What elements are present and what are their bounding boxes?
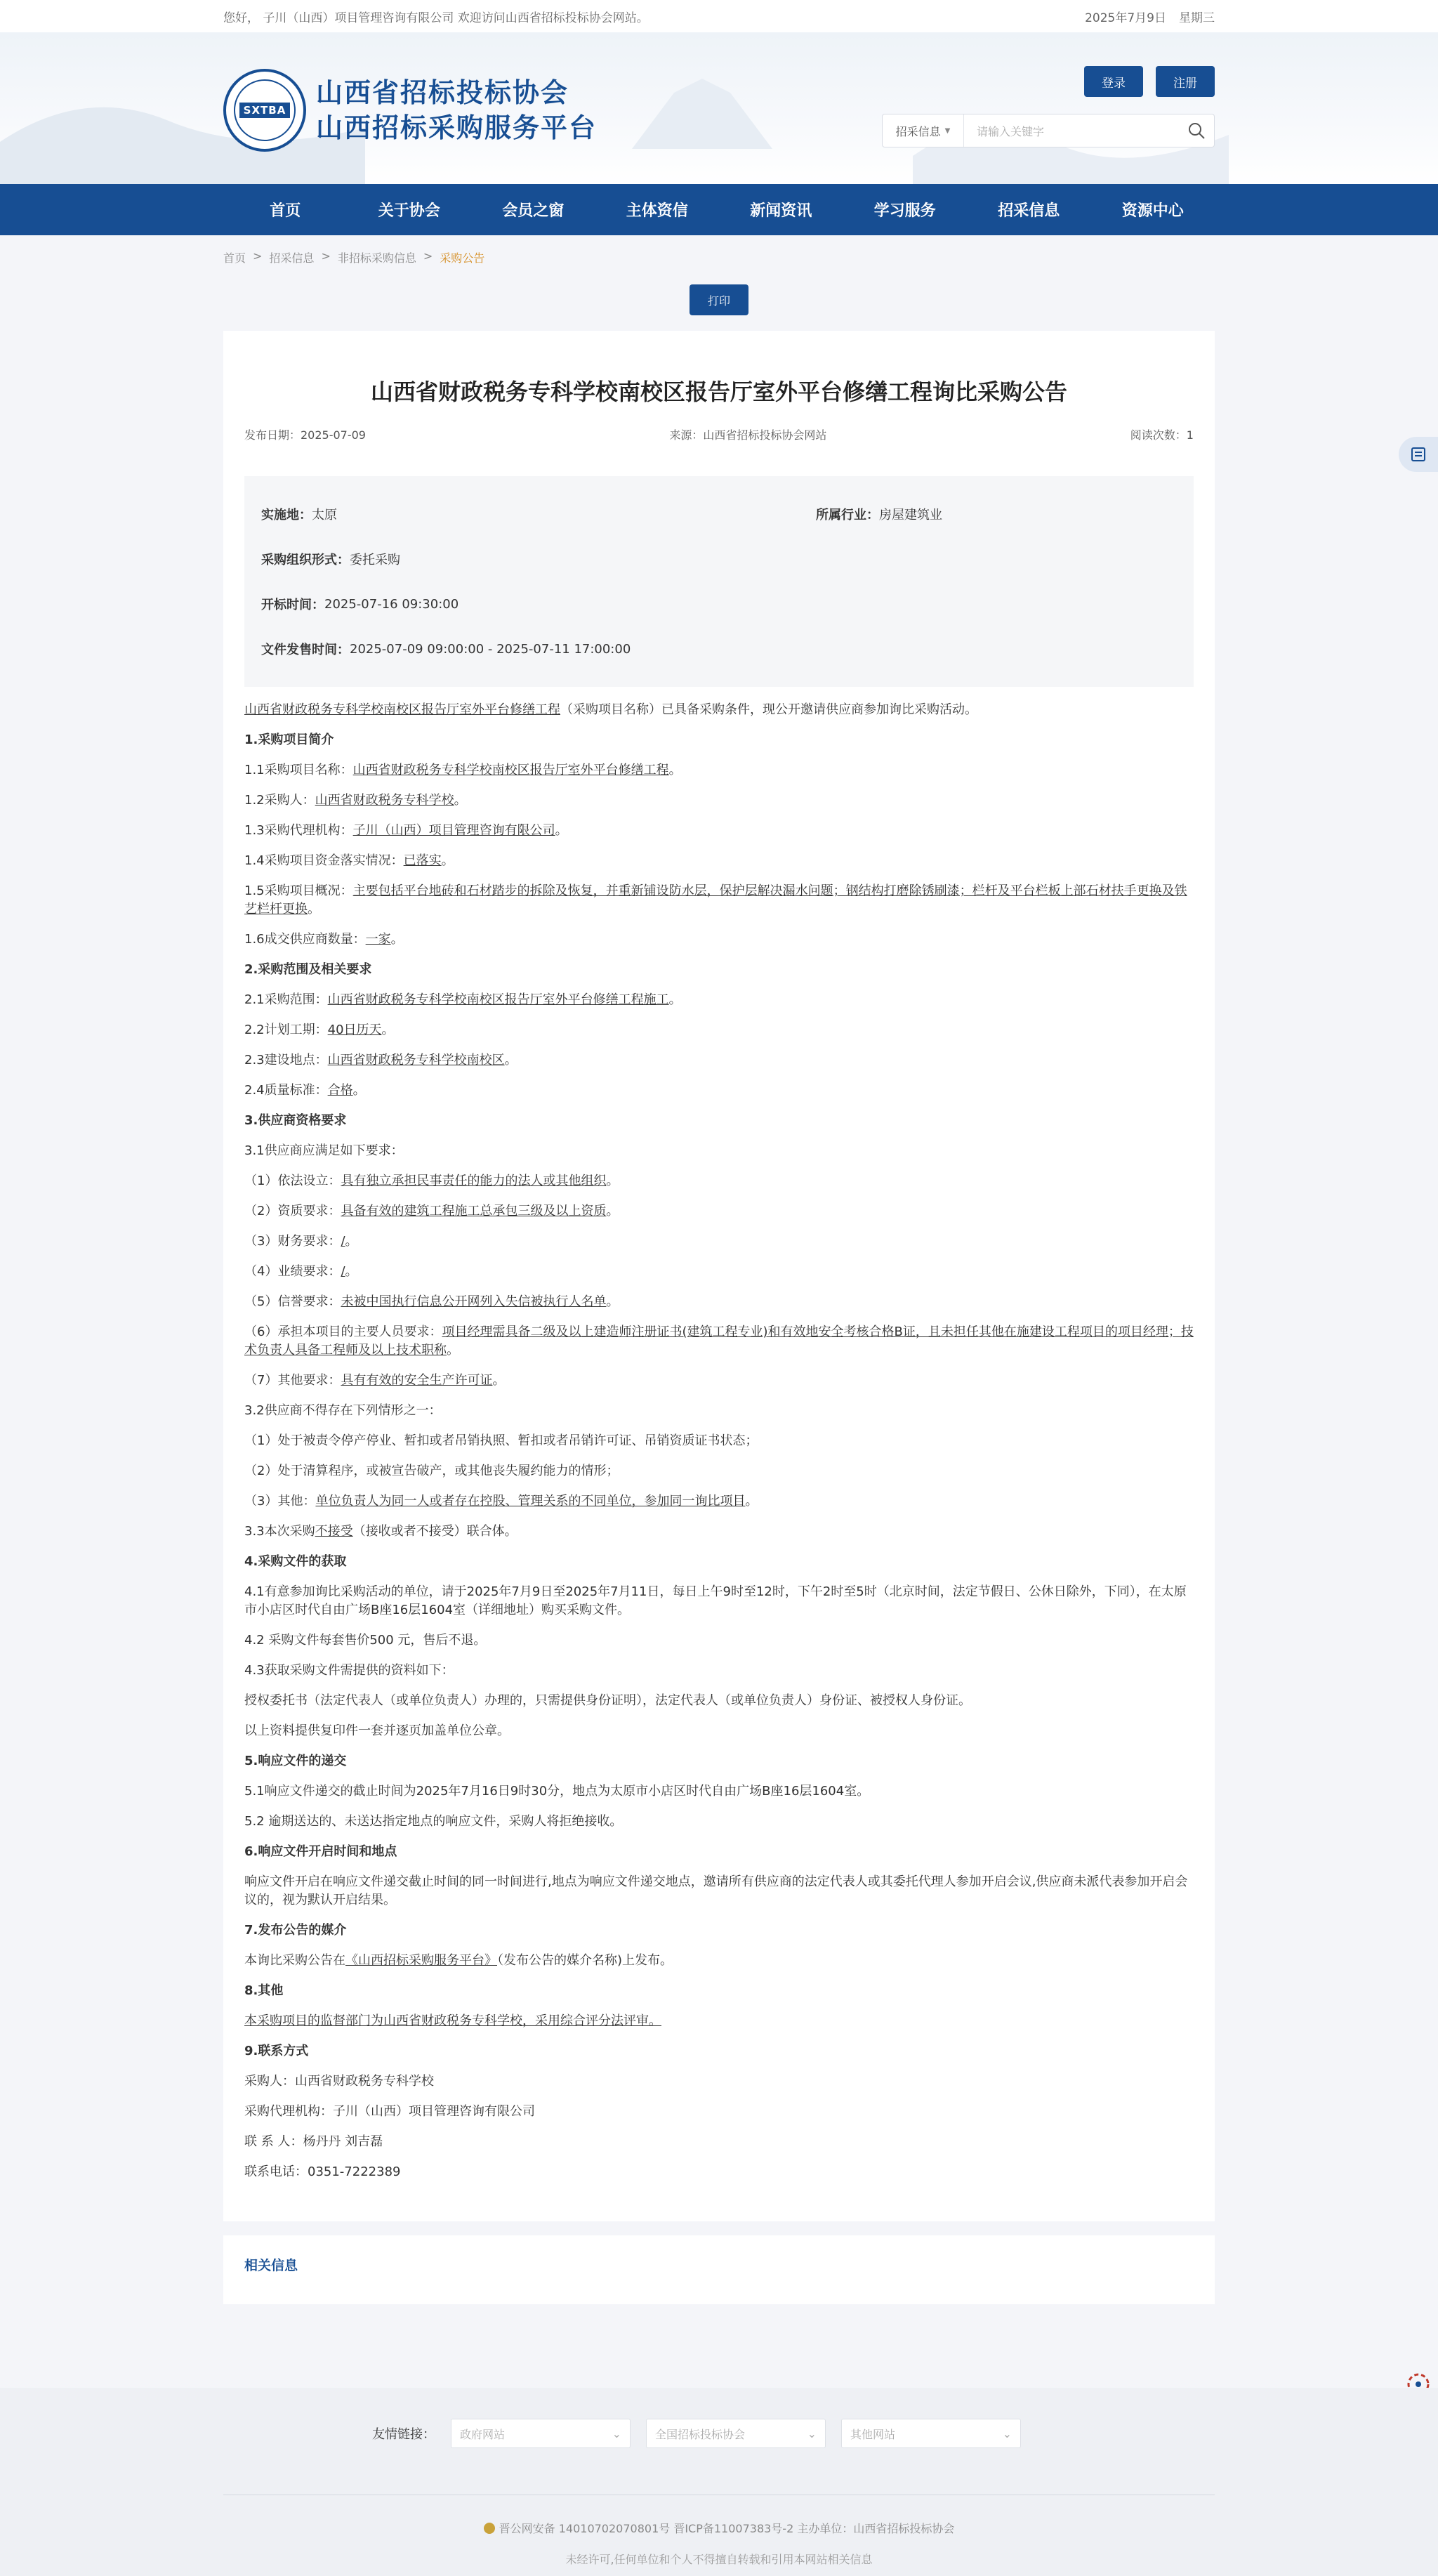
text: 2.3建设地点：: [244, 1053, 328, 1067]
paragraph: 4.3获取采购文件需提供的资料如下：: [244, 1663, 454, 1678]
text: 一家: [365, 932, 391, 947]
friend-links-label: 友情链接：: [372, 2427, 435, 2442]
project-name-link: 山西省财政税务专科学校南校区报告厅室外平台修缮工程: [244, 702, 560, 717]
org-form-value: 委托采购: [350, 553, 400, 567]
text: 子川（山西）项目管理咨询有限公司: [352, 823, 555, 838]
article-source: 来源：山西省招标投标协会网站: [669, 428, 827, 442]
search-input[interactable]: 请输入关键字: [977, 124, 1045, 138]
paragraph: （1）处于被责令停产停业、暂扣或者吊销执照、暂扣或者吊销许可证、吊销资质证书状态；: [244, 1433, 758, 1448]
text: 1.4采购项目资金落实情况：: [244, 853, 404, 868]
text: 1.3采购代理机构：: [244, 823, 353, 838]
text: 2.4质量标准：: [244, 1083, 328, 1098]
paragraph: [244, 1952, 1194, 1970]
current-weekday: 星期三: [1179, 11, 1215, 25]
logo-seal-icon: [223, 69, 306, 152]
section-heading: 8.其他: [244, 1983, 284, 1998]
paragraph: （6）承担本项目的主要人员要求：项目经理需具备二级及以上建造师注册证书(建筑工程专业)和有效地安全考核合格B证，且未担任其他在施建设工程项目的项目经理；技术负责人具备工程师及以上技术职称。: [244, 1325, 1194, 1358]
text: /: [341, 1264, 345, 1279]
text: /: [341, 1234, 345, 1249]
section-heading: 7.发布公告的媒介: [244, 1923, 347, 1938]
paragraph: 4.2 采购文件每套售价500 元，售后不退。: [244, 1633, 487, 1648]
text: 2.1采购范围：: [244, 992, 328, 1007]
section-heading: 6.响应文件开启时间和地点: [244, 1844, 397, 1859]
nav-procurement[interactable]: 招采信息: [998, 202, 1060, 220]
industry-value: 房屋建筑业: [879, 508, 942, 523]
paragraph: （5）信誉要求：未被中国执行信息公开网列入失信被执行人名单。: [244, 1294, 619, 1309]
paragraph: 2.1采购范围：山西省财政税务专科学校南校区报告厅室外平台修缮工程施工。: [244, 992, 682, 1007]
search-category-select[interactable]: [883, 114, 964, 147]
text: （发布公告的媒介名称)上发布。: [497, 1953, 673, 1968]
text: 《山西招标采购服务平台》: [345, 1953, 497, 1968]
friend-links: [372, 2419, 1021, 2448]
text: 未被中国执行信息公开网列入失信被执行人名单: [341, 1294, 607, 1309]
text: 具有有效的安全生产许可证: [341, 1373, 493, 1388]
paragraph: [244, 701, 1194, 719]
text: 合格: [327, 1083, 353, 1098]
publish-date: 发布日期：2025-07-09: [244, 428, 366, 442]
text: 已落实: [403, 853, 442, 868]
nav-news[interactable]: 新闻资讯: [750, 202, 812, 220]
paragraph: 1.3采购代理机构：子川（山西）项目管理咨询有限公司。: [244, 823, 568, 838]
text: （3）财务要求：: [244, 1234, 341, 1249]
login-button[interactable]: 登录: [1084, 66, 1143, 97]
nav-credit[interactable]: 主体资信: [626, 202, 688, 220]
links-select-gov[interactable]: [451, 2419, 631, 2448]
links-select-other[interactable]: [841, 2419, 1021, 2448]
section-heading: 1.采购项目简介: [244, 732, 334, 747]
paragraph: （1）依法设立：具有独立承担民事责任的能力的法人或其他组织。: [244, 1174, 619, 1188]
text: 1.2采购人：: [244, 793, 315, 808]
industry-label: 所属行业：: [816, 508, 879, 523]
paragraph: 4.1有意参加询比采购活动的单位，请于2025年7月9日至2025年7月11日，每日上午9时至12时，下午2时至5时（北京时间，法定节假日、公休日除外，下同），在太原市小店区时代自由广场B座16层1604室（详细地址）购买采购文件。: [244, 1584, 1187, 1617]
text: （5）信誉要求：: [244, 1294, 341, 1309]
paragraph: （2）处于清算程序，或被宣告破产，或其他丧失履约能力的情形；: [244, 1464, 619, 1478]
nav-learning[interactable]: 学习服务: [873, 202, 936, 220]
print-button[interactable]: 打印: [690, 284, 748, 315]
paragraph: 1.5采购项目概况：主要包括平台地砖和石材踏步的拆除及恢复，并重新铺设防水层，保护层解决漏水问题；钢结构打磨除锈刷漆；栏杆及平台栏板上部石材扶手更换及铁艺栏杆更换。: [244, 883, 1187, 916]
text: 山西省财政税务专科学校南校区: [327, 1053, 505, 1067]
nav-members[interactable]: 会员之窗: [502, 202, 565, 220]
text: 不接受: [315, 1524, 353, 1539]
open-time-value: 2025-07-16 09:30:00: [324, 596, 459, 612]
paragraph: 1.2采购人：山西省财政税务专科学校。: [244, 793, 467, 808]
open-time-label: 开标时间：: [261, 598, 324, 612]
location-label: 实施地：: [261, 508, 312, 523]
paragraph: 1.6成交供应商数量：一家。: [244, 932, 404, 947]
breadcrumb-home[interactable]: 首页: [223, 251, 246, 265]
text: 单位负责人为同一人或者存在控股、管理关系的不同单位，参加同一询比项目: [315, 1494, 746, 1509]
contact-person: 联 系 人：杨丹丹 刘吉磊: [244, 2134, 383, 2149]
select-text: 政府网站: [460, 2427, 506, 2441]
breadcrumb-procurement[interactable]: 招采信息: [269, 251, 315, 265]
paragraph: （4）业绩要求：/。: [244, 1264, 358, 1279]
nav-about[interactable]: 关于协会: [378, 202, 440, 220]
copyright-text: 晋公网安备 14010702070801号 晋ICP备11007383号-2 主办单位：山西省招标投标协会: [499, 2522, 955, 2535]
text: 3.3本次采购: [244, 1524, 315, 1539]
search-icon[interactable]: [1179, 114, 1214, 147]
section-heading: 2.采购范围及相关要求: [244, 962, 372, 977]
chevron-down-icon: ⌄: [1002, 2426, 1012, 2440]
text: 本询比采购公告在: [244, 1953, 345, 1968]
text: （2）资质要求：: [244, 1204, 341, 1218]
paragraph: 本采购项目的监督部门为山西省财政税务专科学校，采用综合评分法评审。: [244, 2013, 661, 2028]
nav-resources[interactable]: 资源中心: [1121, 202, 1184, 220]
contact-phone: 联系电话：0351-7222389: [244, 2164, 401, 2179]
site-logo[interactable]: [223, 69, 597, 152]
site-header: [0, 32, 1438, 184]
text: 1.6成交供应商数量：: [244, 932, 366, 947]
footer-notice: 未经许可,任何单位和个人不得擅自转载和引用本网站相关信息: [565, 2553, 873, 2566]
paragraph: 5.1响应文件递交的截止时间为2025年7月16日9时30分，地点为太原市小店区时代自由广场B座16层1604室。: [244, 1784, 870, 1799]
paragraph: （7）其他要求：具有有效的安全生产许可证。: [244, 1373, 506, 1388]
paragraph: 2.2计划工期：40日历天。: [244, 1023, 395, 1037]
paragraph: （2）资质要求：具备有效的建筑工程施工总承包三级及以上资质。: [244, 1204, 619, 1218]
text: 具有独立承担民事责任的能力的法人或其他组织: [341, 1174, 607, 1188]
section-heading: 4.采购文件的获取: [244, 1554, 347, 1569]
paragraph: 5.2 逾期送达的、未送达指定地点的响应文件，采购人将拒绝接收。: [244, 1814, 623, 1829]
search-category-label: 招采信息: [895, 124, 941, 138]
doc-time-value: 2025-07-09 09:00:00 - 2025-07-11 17:00:00: [350, 641, 631, 657]
logo-band-text: SXTBA: [239, 103, 291, 118]
breadcrumb-current: 采购公告: [440, 251, 485, 265]
text: 2.2计划工期：: [244, 1023, 328, 1037]
main-nav: [0, 184, 1438, 235]
current-date: 2025年7月9日: [1085, 11, 1166, 25]
paragraph: 3.2供应商不得存在下列情形之一：: [244, 1403, 442, 1418]
section-heading: 5.响应文件的递交: [244, 1754, 347, 1768]
related-info-title: 相关信息: [244, 2258, 298, 2273]
location-value: 太原: [312, 508, 337, 523]
register-button[interactable]: 注册: [1156, 66, 1215, 97]
doc-time-label: 文件发售时间：: [261, 643, 350, 657]
text: 主要包括平台地砖和石材踏步的拆除及恢复，并重新铺设防水层，保护层解决漏水问题；钢结构打磨除锈刷漆；栏杆及平台栏板上部石材扶手更换及铁艺栏杆更换: [244, 883, 1187, 916]
paragraph: 3.1供应商应满足如下要求：: [244, 1143, 404, 1158]
search-bar: [882, 114, 1215, 147]
chevron-down-icon: ▼: [944, 126, 951, 135]
section-heading: 3.供应商资格要求: [244, 1113, 347, 1128]
breadcrumb-non-tender[interactable]: 非招标采购信息: [337, 251, 416, 265]
site-footer: [0, 2388, 1438, 2576]
paragraph: 授权委托书（法定代表人（或单位负责人）办理的，只需提供身份证明），法定代表人（或单位负责人）身份证、被授权人身份证。: [244, 1693, 971, 1708]
paragraph: 2.3建设地点：山西省财政税务专科学校南校区。: [244, 1053, 517, 1067]
paragraph: 1.4采购项目资金落实情况：已落实。: [244, 853, 454, 868]
logo-title-2: 山西招标采购服务平台: [316, 112, 598, 143]
logo-title-1: 山西省招标投标协会: [316, 77, 569, 108]
text: （6）承担本项目的主要人员要求：: [244, 1325, 442, 1339]
text: 山西省财政税务专科学校南校区报告厅室外平台修缮工程: [352, 763, 669, 777]
text: 具备有效的建筑工程施工总承包三级及以上资质: [341, 1204, 607, 1218]
links-select-assoc[interactable]: [646, 2419, 826, 2448]
text: （3）其他：: [244, 1494, 316, 1509]
select-text: 全国招标投标协会: [655, 2427, 746, 2441]
text: （7）其他要求：: [244, 1373, 341, 1388]
breadcrumb: 首页 > 招采信息 > 非招标采购信息 > 采购公告: [223, 249, 485, 265]
select-text: 其他网站: [850, 2427, 896, 2441]
text: （接收或者不接受）联合体。: [352, 1524, 517, 1539]
related-info: [223, 2235, 1215, 2304]
read-count: 阅读次数：1: [1130, 428, 1194, 442]
paragraph: 2.4质量标准：合格。: [244, 1083, 366, 1098]
text: （采购项目名称）已具备采购条件，现公开邀请供应商参加询比采购活动。: [560, 702, 977, 717]
contact-purchaser: 采购人：山西省财政税务专科学校: [244, 2074, 434, 2089]
welcome-text: 您好， 子川（山西）项目管理咨询有限公司 欢迎访问山西省招标投标协会网站。: [223, 11, 649, 25]
paragraph: （3）财务要求：/。: [244, 1234, 358, 1249]
paragraph: （3）其他：单位负责人为同一人或者存在控股、管理关系的不同单位，参加同一询比项目。: [244, 1494, 758, 1509]
contact-agency: 采购代理机构：子川（山西）项目管理咨询有限公司: [244, 2104, 535, 2119]
article-title: 山西省财政税务专科学校南校区报告厅室外平台修缮工程询比采购公告: [370, 379, 1067, 405]
chevron-down-icon: ⌄: [807, 2426, 817, 2440]
text: （1）依法设立：: [244, 1174, 341, 1188]
project-info-box: [244, 476, 1194, 687]
org-form-label: 采购组织形式：: [261, 553, 350, 567]
paragraph: 响应文件开启在响应文件递交截止时间的同一时间进行,地点为响应文件递交地点，邀请所有供应商的法定代表人或其委托代理人参加开启会议,供应商未派代表参加开启会议的，视为默认开启结果。: [244, 1874, 1188, 1907]
text: 1.5采购项目概况：: [244, 883, 353, 898]
police-badge-icon: [484, 2523, 495, 2534]
nav-home[interactable]: 首页: [270, 202, 301, 220]
section-heading: 9.联系方式: [244, 2044, 309, 2058]
paragraph: 1.1采购项目名称：山西省财政税务专科学校南校区报告厅室外平台修缮工程。: [244, 763, 682, 777]
list-icon[interactable]: [1399, 437, 1438, 472]
footer-copyright: [0, 2520, 1438, 2536]
text: 1.1采购项目名称：: [244, 763, 353, 777]
text: 项目经理需具备二级及以上建造师注册证书(建筑工程专业)和有效地安全考核合格B证，且未担任其他在施建设工程项目的项目经理；技术负责人具备工程师及以上技术职称: [244, 1325, 1194, 1358]
article-body: [244, 701, 1194, 2181]
article-card: [223, 331, 1215, 2221]
chevron-down-icon: ⌄: [612, 2426, 621, 2440]
article-meta: [244, 426, 1194, 442]
top-strip: [0, 0, 1438, 32]
paragraph: 以上资料提供复印件一套并逐页加盖单位公章。: [244, 1723, 510, 1738]
text: 山西省财政税务专科学校: [315, 793, 454, 808]
text: 山西省财政税务专科学校南校区报告厅室外平台修缮工程施工: [327, 992, 669, 1007]
text: 40日历天: [327, 1023, 382, 1037]
paragraph: [244, 1523, 1194, 1541]
text: （4）业绩要求：: [244, 1264, 341, 1279]
